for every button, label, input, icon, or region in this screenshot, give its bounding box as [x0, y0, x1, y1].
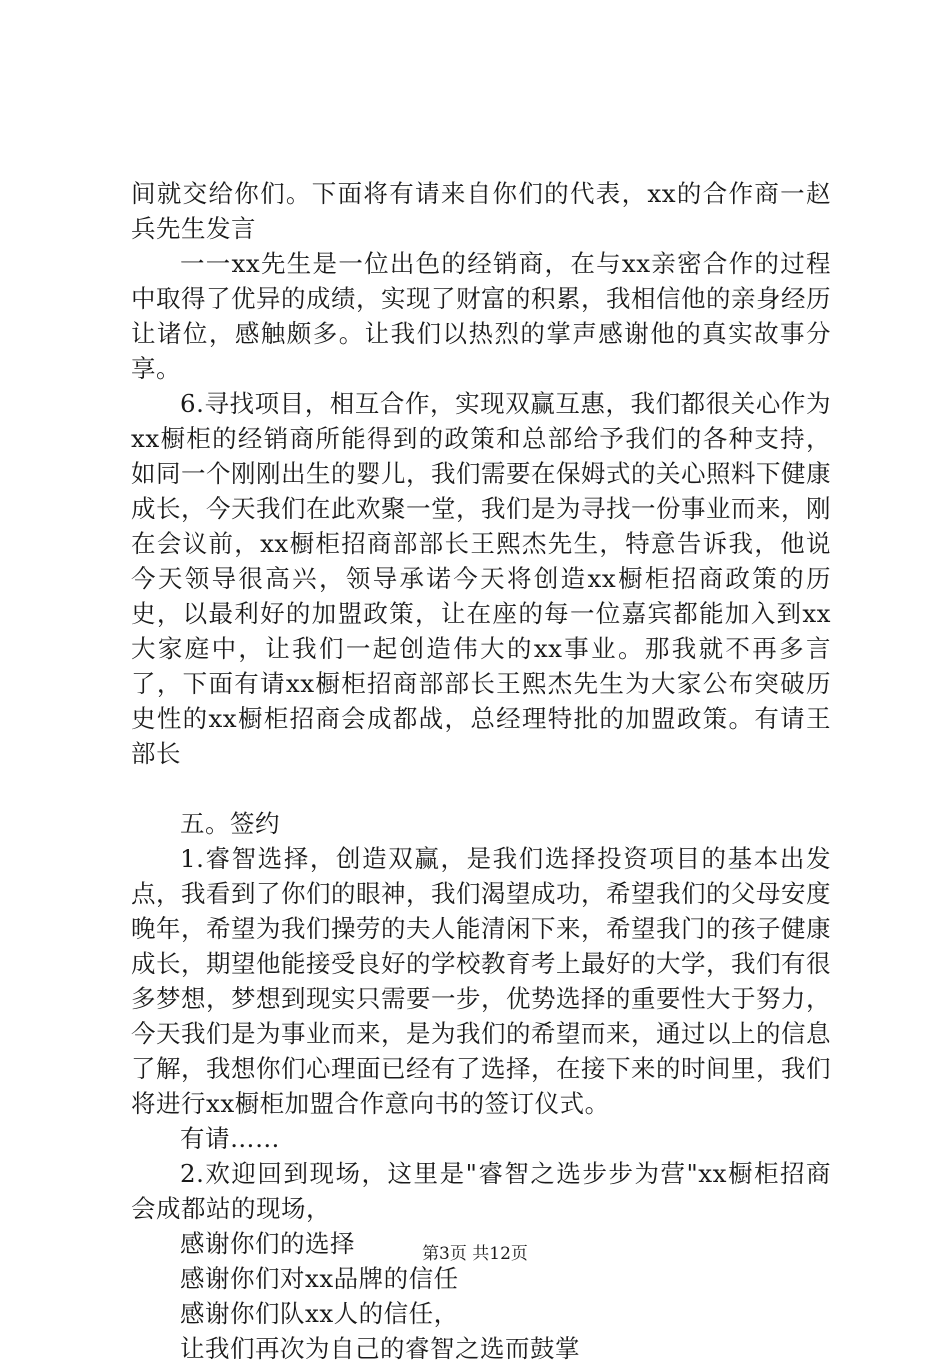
paragraph-continuation: 间就交给你们。下面将有请来自你们的代表，xx的合作商一赵兵先生发言 [131, 179, 831, 243]
paragraph-item-1: 1.睿智选择，创造双赢，是我们选择投资项目的基本出发点，我看到了你们的眼神，我们渴望成功，希望我们的父母安度晚年，希望为我们操劳的夫人能清闲下来，希望我门的孩子健康成长，期望他能接受良好的学校教育考上最好的大学，我们有很多梦想，梦想到现实只需要一步，优势选择的重要性大于努力，今天我们是为事业而来，是为我们的希望而来，通过以上的信息了解，我想你们心理面已经有了选择，在接下来的时间里，我们将进行xx橱柜加盟合作意向书的签订仪式。 [131, 844, 831, 1118]
paragraph-spacer [131, 771, 831, 806]
applause-line: 让我们再次为自己的睿智之选而鼓掌 [180, 1334, 580, 1363]
thanks-line: 感谢你们对xx品牌的信任 [180, 1264, 459, 1293]
document-body [131, 176, 831, 1366]
page-number-footer: 第3页 共12页 [422, 1244, 528, 1264]
paragraph-item-2: 2.欢迎回到现场，这里是"睿智之选步步为营"xx橱柜招商会成都站的现场， [131, 1159, 831, 1223]
thanks-line: 感谢你们队xx人的信任， [180, 1299, 459, 1328]
thanks-line: 感谢你们的选择 [180, 1229, 355, 1258]
paragraph-item-6: 6.寻找项目，相互合作，实现双赢互惠，我们都很关心作为xx橱柜的经销商所能得到的政策和总部给予我们的各种支持，如同一个刚刚出生的婴儿，我们需要在保姆式的关心照料下健康成长，今天我们在此欢聚一堂，我们是为寻找一份事业而来，刚在会议前，xx橱柜招商部部长王熙杰先生，特意告诉我，他说今天领导很高兴，领导承诺今天将创造xx橱柜招商政策的历史，以最利好的加盟政策，让在座的每一位嘉宾都能加入到xx大家庭中，让我们一起创造伟大的xx事业。那我就不再多言了，下面有请xx橱柜招商部部长王熙杰先生为大家公布突破历史性的xx橱柜招商会成都战，总经理特批的加盟政策。有请王部长 [131, 389, 831, 768]
section-heading-signing: 五。签约 [180, 809, 280, 838]
paragraph-invite: 有请…… [180, 1124, 280, 1153]
paragraph-speaker-intro: 一一xx先生是一位出色的经销商，在与xx亲密合作的过程中取得了优异的成绩，实现了财富的积累，我相信他的亲身经历让诸位，感触颇多。让我们以热烈的掌声感谢他的真实故事分享。 [131, 249, 831, 383]
